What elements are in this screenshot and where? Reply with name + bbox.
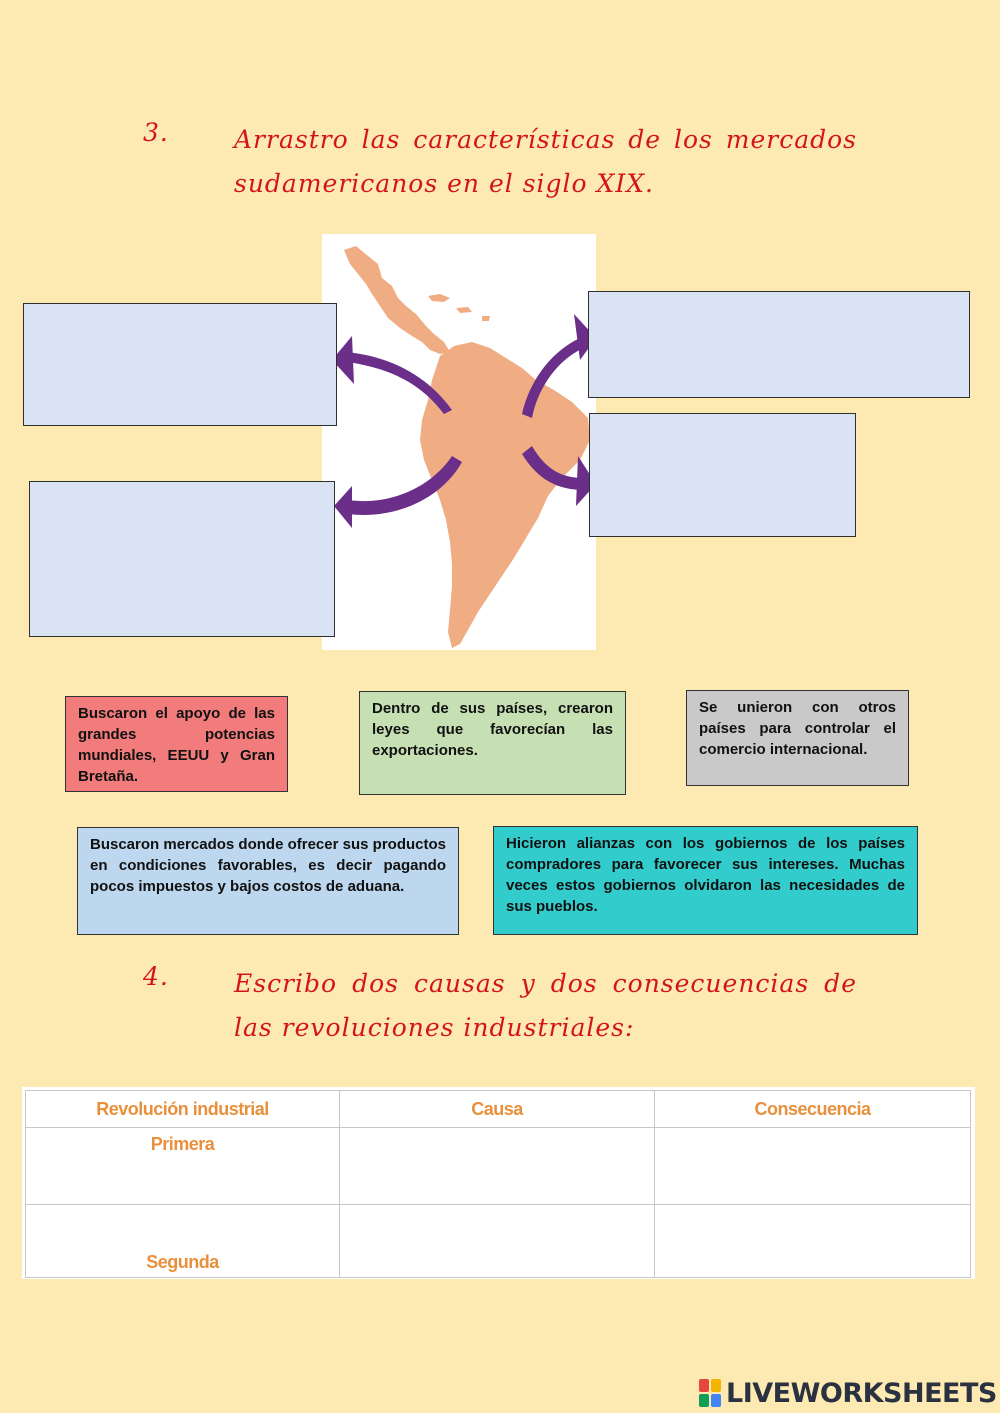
cell-causa-segunda[interactable]	[340, 1205, 655, 1278]
header-causa: Causa	[340, 1091, 655, 1128]
table-row	[26, 1205, 971, 1278]
draggable-card[interactable]: Dentro de sus países, crearon leyes que favorecían las exportaciones.	[359, 691, 626, 795]
question-3-number: 3.	[143, 118, 169, 147]
draggable-card[interactable]: Hicieron alianzas con los gobiernos de los países compradores para favorecer sus intereses. Muchas veces estos gobiernos olvidaron las necesidades de sus pueblos.	[493, 826, 918, 935]
drop-box-bottom-left[interactable]	[29, 481, 335, 637]
revolutions-table-container	[22, 1087, 975, 1279]
brand-name: LIVEWORKSHEETS	[726, 1377, 997, 1409]
drop-box-middle-right[interactable]	[589, 413, 856, 537]
liveworksheets-logo-icon	[698, 1378, 722, 1408]
revolutions-table	[25, 1090, 971, 1278]
drop-box-top-right[interactable]	[588, 291, 970, 398]
map-of-latin-america-icon	[322, 234, 596, 650]
question-4-text: Escribo dos causas y dos consecuencias de las revoluciones industriales:	[234, 969, 857, 1042]
drop-box-top-left[interactable]	[23, 303, 337, 426]
header-revolucion: Revolución industrial	[26, 1091, 340, 1128]
draggable-card[interactable]: Se unieron con otros países para controlar el comercio internacional.	[686, 690, 909, 786]
question-4-number: 4.	[143, 962, 169, 991]
cell-consecuencia-primera[interactable]	[655, 1128, 971, 1205]
row-label-segunda: Segunda	[26, 1205, 340, 1278]
caribbean-islands	[428, 294, 490, 321]
draggable-card[interactable]: Buscaron el apoyo de las grandes potencias mundiales, EEUU y Gran Bretaña.	[65, 696, 288, 792]
question-3-text: Arrastro las características de los mercados sudamericanos en el siglo XIX.	[234, 125, 857, 198]
liveworksheets-brand	[698, 1377, 997, 1409]
cell-consecuencia-segunda[interactable]	[655, 1205, 971, 1278]
cell-causa-primera[interactable]	[340, 1128, 655, 1205]
row-label-primera: Primera	[26, 1128, 340, 1205]
latin-america-map	[322, 234, 596, 650]
south-america-landmass	[420, 342, 590, 648]
draggable-card[interactable]: Buscaron mercados donde ofrecer sus productos en condiciones favorables, es decir pagando pocos impuestos y bajos costos de aduana.	[77, 827, 459, 935]
header-consecuencia: Consecuencia	[655, 1091, 971, 1128]
table-header-row	[26, 1091, 971, 1128]
table-row	[26, 1128, 971, 1205]
